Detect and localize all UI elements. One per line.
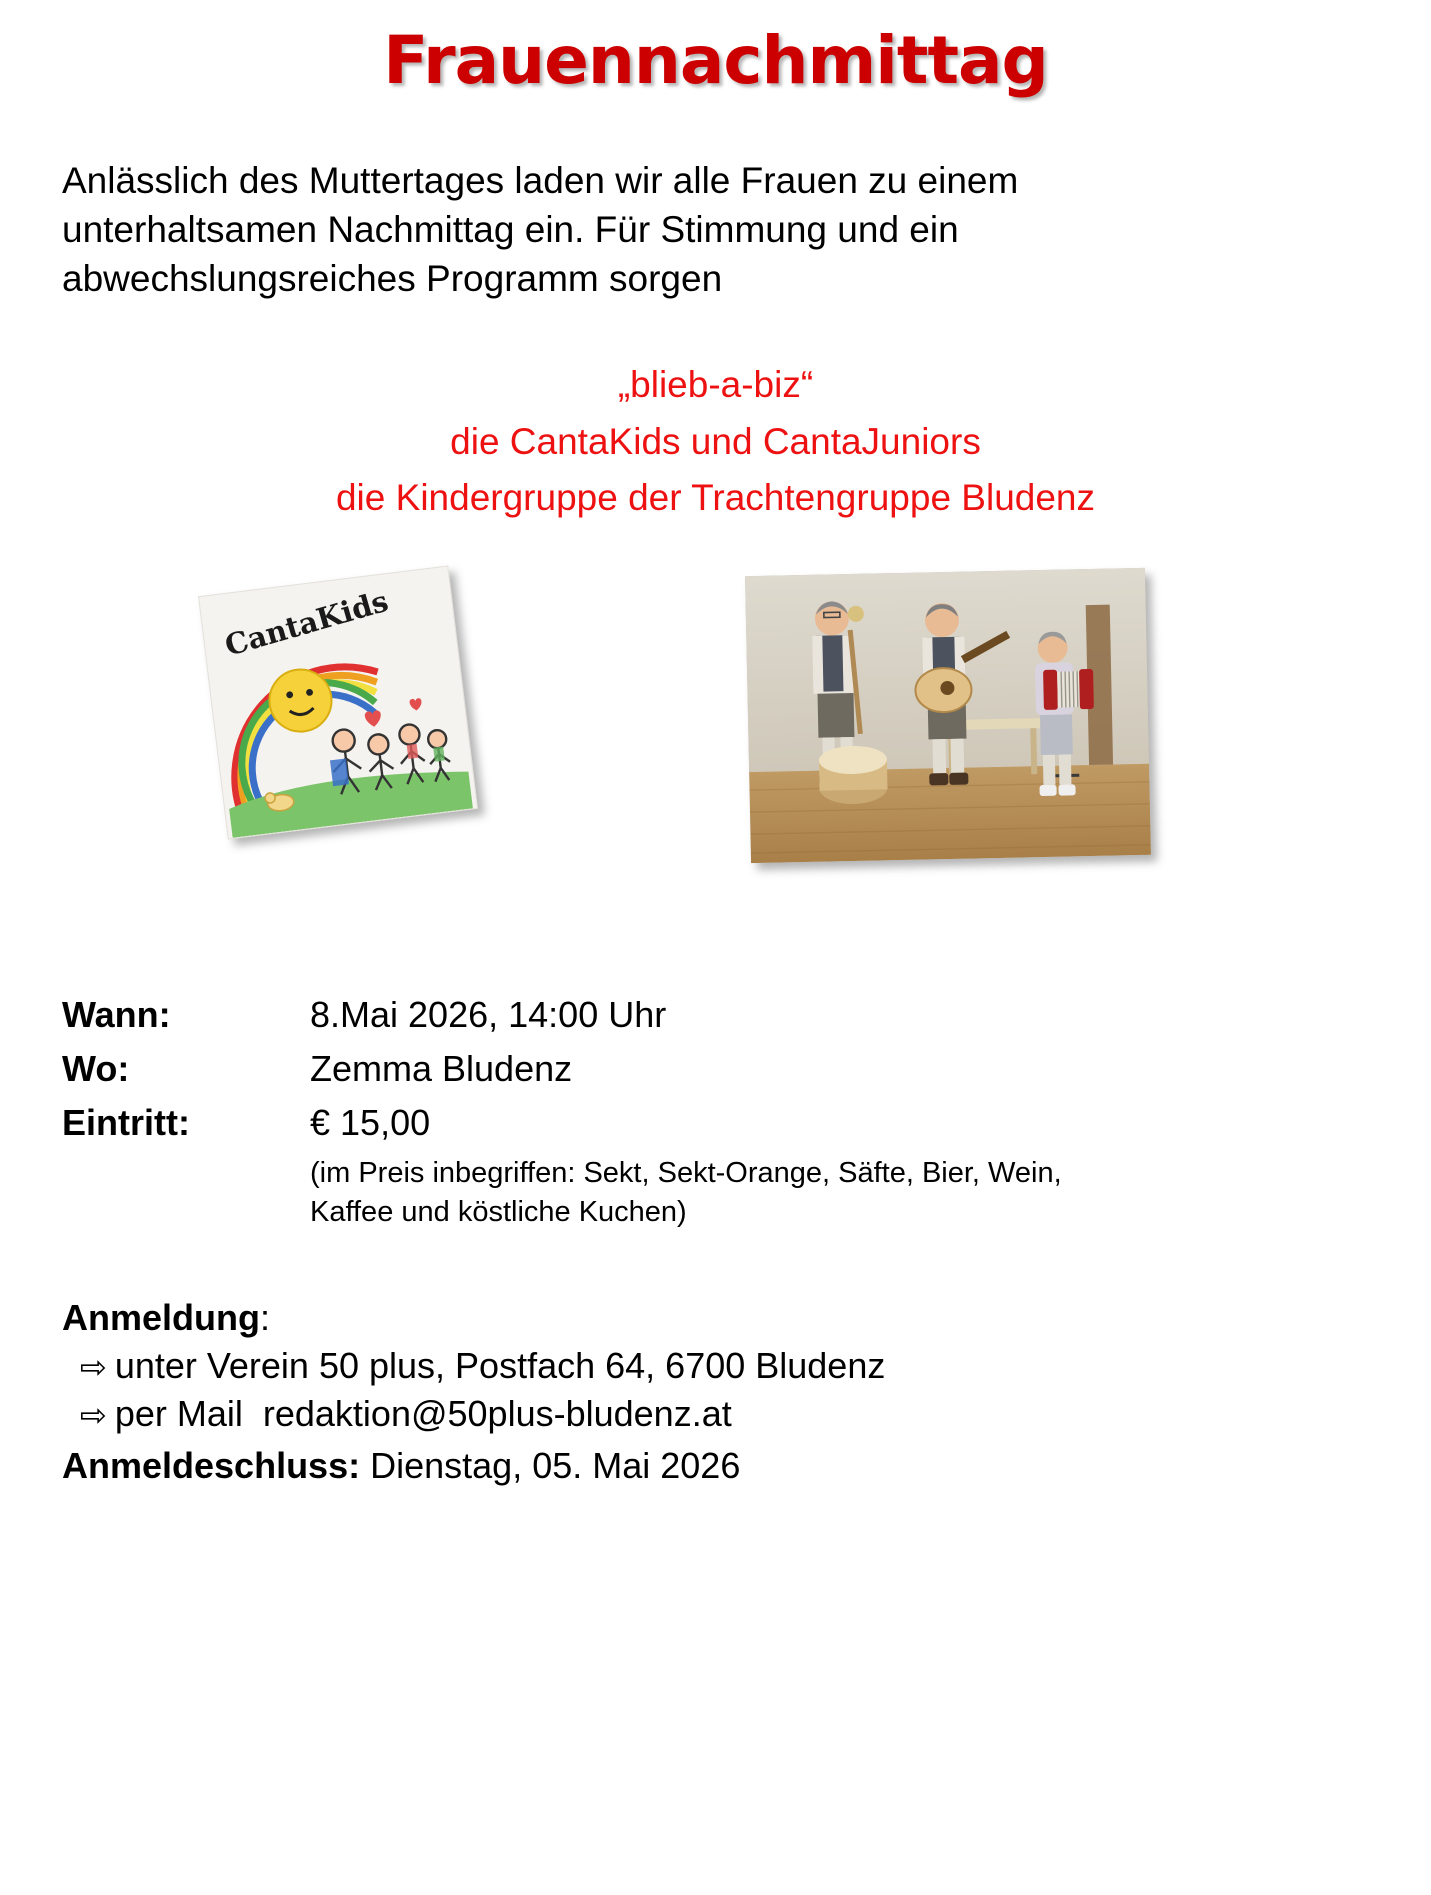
performer-line-1: „blieb-a-biz“ — [617, 364, 814, 406]
detail-label-when: Wann: — [62, 994, 171, 1036]
registration-deadline-label: Anmeldeschluss: — [62, 1445, 361, 1487]
registration-deadline-value: Dienstag, 05. Mai 2026 — [370, 1445, 741, 1487]
cantakids-photo — [198, 566, 478, 840]
registration-title — [62, 1294, 1431, 1342]
registration-option-postal — [80, 1342, 1431, 1390]
registration-block — [62, 1294, 1431, 1490]
registration-title-text: Anmeldung — [62, 1297, 260, 1339]
registration-option-postal-text: unter Verein 50 plus, Postfach 64, 6700 Bludenz — [114, 1345, 886, 1387]
arrow-right-icon: ⇨ — [80, 1348, 107, 1387]
intro-line-1: Anlässlich des Muttertages laden wir alle Frauen zu einem — [62, 160, 1019, 201]
detail-value-where: Zemma Bludenz — [310, 1048, 573, 1090]
registration-option-mail — [80, 1390, 1431, 1438]
detail-row-where — [62, 1046, 1431, 1091]
intro-line-3: abwechslungsreiches Programm sorgen — [62, 257, 723, 299]
event-details — [62, 992, 1431, 1232]
detail-value-when: 8.Mai 2026, 14:00 Uhr — [310, 994, 667, 1036]
price-note — [310, 1154, 1431, 1232]
detail-label-price: Eintritt: — [62, 1102, 190, 1144]
cantakids-caption: CantaKids — [221, 583, 392, 663]
detail-value-price: € 15,00 — [310, 1102, 431, 1144]
intro-paragraph — [62, 157, 1369, 303]
performer-line-2: die CantaKids und CantaJuniors — [450, 420, 981, 462]
price-note-line-2: Kaffee und köstliche Kuchen) — [310, 1196, 687, 1229]
page-title: Frauennachmittag — [383, 22, 1048, 99]
registration-title-colon: : — [259, 1297, 270, 1339]
cantakids-illustration — [199, 567, 477, 839]
price-note-line-1: (im Preis inbegriffen: Sekt, Sekt-Orange, Säfte, Bier, Wein, — [310, 1157, 1062, 1190]
arrow-right-icon: ⇨ — [80, 1396, 107, 1435]
band-photo — [745, 568, 1151, 863]
registration-email-link[interactable]: redaktion@50plus-bludenz.at — [262, 1393, 732, 1435]
poster-page — [0, 22, 1431, 1895]
detail-row-price — [62, 1100, 1431, 1145]
performers-block — [0, 357, 1431, 526]
intro-line-2: unterhaltsamen Nachmittag ein. Für Stimmung und ein — [62, 208, 959, 250]
detail-label-where: Wo: — [62, 1048, 130, 1090]
band-illustration — [745, 568, 1151, 863]
performer-line-3: die Kindergruppe der Trachtengruppe Bludenz — [335, 476, 1096, 518]
registration-option-mail-prefix: per Mail — [114, 1393, 243, 1435]
image-row — [0, 570, 1431, 900]
registration-deadline — [62, 1442, 1431, 1490]
detail-row-when — [62, 992, 1431, 1037]
